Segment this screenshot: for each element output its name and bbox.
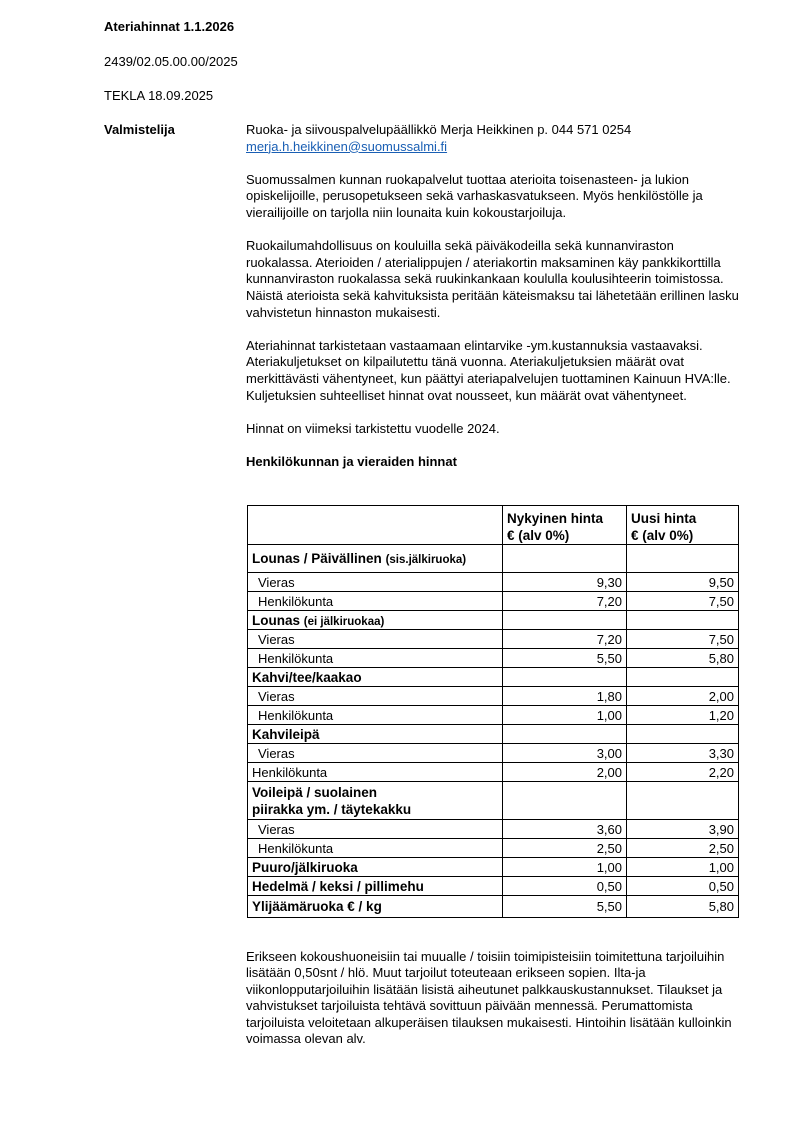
category-row — [248, 782, 739, 820]
current-price-cell: 1,00 — [503, 706, 627, 725]
table-row — [248, 744, 739, 763]
row-label: Vieras — [248, 744, 503, 763]
preparer-name: Ruoka- ja siivouspalvelupäällikkö Merja Heikkinen p. 044 571 0254 — [246, 122, 632, 137]
category-label: Voileipä / suolainen piirakka ym. / täytekakku — [248, 782, 503, 820]
current-price-cell: 3,00 — [503, 744, 627, 763]
current-price-cell: 7,20 — [503, 592, 627, 611]
preparer-email-link[interactable]: merja.h.heikkinen@suomussalmi.fi — [246, 138, 448, 154]
paragraph-last-review: Hinnat on viimeksi tarkistettu vuodelle 2024. — [246, 420, 500, 436]
current-price-cell: 3,60 — [503, 820, 627, 839]
new-price-cell: 5,80 — [627, 649, 739, 668]
current-price-cell: 7,20 — [503, 630, 627, 649]
table-row — [248, 573, 739, 592]
table-row — [248, 858, 739, 877]
category-row — [248, 668, 739, 687]
row-label: Henkilökunta — [248, 839, 503, 858]
category-row — [248, 611, 739, 630]
row-label: Vieras — [248, 820, 503, 839]
paragraph-intro: Suomussalmen kunnan ruokapalvelut tuottaa aterioita toisenasteen- ja lukion opiskelijoille, perusopetukseen sekä varhaskasvatukseen. Myös henkilöstölle ja vierailijoille on tarjolla niin lounaita kuin kokoustarjoiluja. — [246, 171, 703, 220]
header-empty-cell — [248, 506, 503, 545]
current-price-cell: 2,50 — [503, 839, 627, 858]
new-price-cell: 1,20 — [627, 706, 739, 725]
current-price-cell: 5,50 — [503, 896, 627, 918]
table-row — [248, 820, 739, 839]
row-label: Vieras — [248, 630, 503, 649]
table-row — [248, 630, 739, 649]
table-row — [248, 687, 739, 706]
table-row — [248, 592, 739, 611]
new-price-cell: 2,50 — [627, 839, 739, 858]
row-label: Puuro/jälkiruoka — [248, 858, 503, 877]
meeting-date: TEKLA 18.09.2025 — [104, 88, 214, 103]
new-price-cell: 2,00 — [627, 687, 739, 706]
category-label: Kahvileipä — [248, 725, 503, 744]
category-row — [248, 725, 739, 744]
row-label: Henkilökunta — [248, 592, 503, 611]
current-price-cell: 0,50 — [503, 877, 627, 896]
category-label: Kahvi/tee/kaakao — [248, 668, 503, 687]
row-label: Henkilökunta — [248, 706, 503, 725]
new-price-cell: 5,80 — [627, 896, 739, 918]
category-label: Lounas (ei jälkiruokaa) — [248, 611, 503, 630]
table-title: Henkilökunnan ja vieraiden hinnat — [246, 453, 457, 469]
table-row — [248, 896, 739, 918]
new-price-cell: 9,50 — [627, 573, 739, 592]
new-price-cell: 7,50 — [627, 630, 739, 649]
new-price-cell: 0,50 — [627, 877, 739, 896]
new-price-cell: 7,50 — [627, 592, 739, 611]
current-price-cell: 2,00 — [503, 763, 627, 782]
reference-number: 2439/02.05.00.00/2025 — [104, 54, 238, 69]
current-price-cell: 9,30 — [503, 573, 627, 592]
table-header-row — [248, 506, 739, 545]
table-row — [248, 877, 739, 896]
preparer-label: Valmistelija — [104, 122, 175, 137]
table-row — [248, 763, 739, 782]
category-label: Lounas / Päivällinen (sis.jälkiruoka) — [248, 545, 503, 573]
paragraph-dining: Ruokailumahdollisuus on kouluilla sekä päiväkodeilla sekä kunnanviraston ruokalassa. Aterioiden / aterialippujen / ateriakortin maksaminen käy pankkikorttilla kunnanviraston ruokalassa sekä ruukinkankaan koululla koulusihteerin toimistossa. Näistä aterioista sekä kahvituksista peritään käteismaksu tai lähetetään erillinen lasku vahvistetun hinnaston mukaisesti. — [246, 238, 739, 320]
footer-paragraph: Erikseen kokoushuoneisiin tai muualle / toisiin toimipisteisiin toimitettuna tarjoiluihin lisätään 0,50snt / hlö. Muut tarjoilut toteuteaan erikseen sopien. Ilta-ja viikonlopputarjoiluihin lisätään lisistä aiheutunet palkkauskustannukset. Tilaukset ja vahvistukset tarjoiluista tehtävä sovittuun päivään mennessä. Perumattomista tarjoiluista veloitetaan alkuperäisen tilauksen mukaisesti. Hintoihin lisätään kulloinkin voimassa olevan alv. — [246, 949, 732, 1047]
paragraph-pricing: Ateriahinnat tarkistetaan vastaamaan elintarvike -ym.kustannuksia vastaavaksi. Ateriakuljetukset on kilpailutettu tänä vuonna. Ateriakuljetuksien määrät ovat merkittävästi vähentyneet, kun päättyi ateriapalvelujen tuottaminen Kainuun HVA:lle. Kuljetuksien suhteelliset hinnat ovat nousseet, kun määrät ovat vähentyneet. — [246, 337, 731, 403]
current-price-cell: 5,50 — [503, 649, 627, 668]
row-label: Ylijäämäruoka € / kg — [248, 896, 503, 918]
new-price-cell: 1,00 — [627, 858, 739, 877]
header-new-price: Uusi hinta € (alv 0%) — [627, 506, 739, 545]
new-price-cell: 2,20 — [627, 763, 739, 782]
table-row — [248, 839, 739, 858]
body-text — [246, 122, 740, 470]
row-label: Vieras — [248, 687, 503, 706]
current-price-cell: 1,80 — [503, 687, 627, 706]
header-current-price: Nykyinen hinta € (alv 0%) — [503, 506, 627, 545]
new-price-cell: 3,90 — [627, 820, 739, 839]
new-price-cell: 3,30 — [627, 744, 739, 763]
table-row — [248, 706, 739, 725]
current-price-cell: 1,00 — [503, 858, 627, 877]
table-row — [248, 649, 739, 668]
row-label: Hedelmä / keksi / pillimehu — [248, 877, 503, 896]
row-label: Vieras — [248, 573, 503, 592]
document-title: Ateriahinnat 1.1.2026 — [104, 19, 235, 34]
row-label: Henkilökunta — [248, 763, 503, 782]
category-row — [248, 545, 739, 573]
row-label: Henkilökunta — [248, 649, 503, 668]
price-table — [247, 505, 739, 918]
